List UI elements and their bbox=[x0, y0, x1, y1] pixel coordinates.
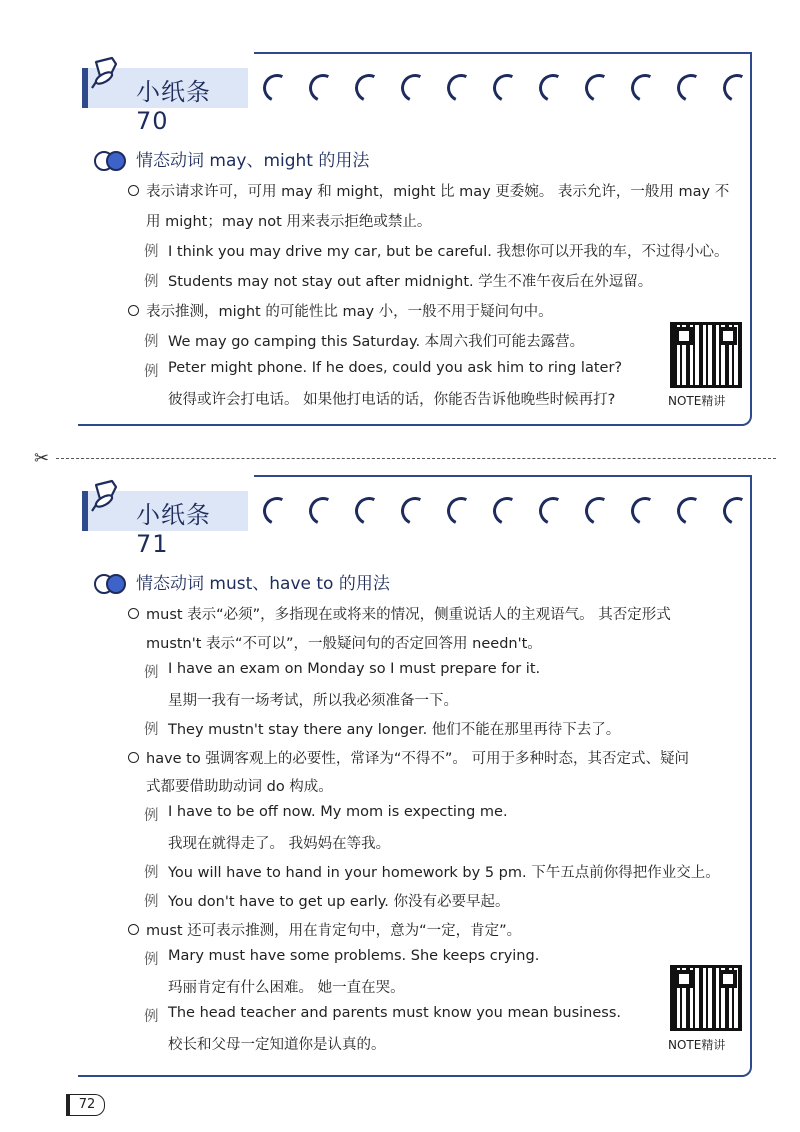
ring-icon bbox=[581, 493, 617, 529]
example-sentence: You don't have to get up early. 你没有必要早起。 bbox=[168, 894, 510, 910]
ring-icon bbox=[489, 70, 525, 106]
rule-text: 用 might；may not 用来表示拒绝或禁止。 bbox=[146, 214, 432, 230]
note-card-71 bbox=[78, 475, 752, 1077]
heading-dots-icon bbox=[94, 150, 128, 168]
example-marker: 例 bbox=[144, 244, 159, 260]
example-translation: 我现在就得走了。 我妈妈在等我。 bbox=[168, 836, 391, 852]
ring-icon bbox=[719, 493, 755, 529]
ring-icon bbox=[259, 70, 295, 106]
ring-icon bbox=[259, 493, 295, 529]
note-card-70 bbox=[78, 52, 752, 426]
ring-icon bbox=[351, 493, 387, 529]
rule-text: must 表示“必须”，多指现在或将来的情况，侧重说话人的主观语气。 其否定形式 bbox=[146, 603, 671, 624]
example-marker: 例 bbox=[144, 274, 159, 290]
scissors-icon: ✂ bbox=[34, 448, 50, 469]
example-translation: 玛丽肯定有什么困难。 她一直在哭。 bbox=[168, 980, 405, 996]
example-marker: 例 bbox=[144, 952, 159, 968]
example-marker: 例 bbox=[144, 894, 159, 910]
ring-icon bbox=[535, 70, 571, 106]
ring-icon bbox=[673, 70, 709, 106]
example-marker: 例 bbox=[144, 364, 159, 380]
rule-text: 式都要借助助动词 do 构成。 bbox=[146, 779, 333, 795]
ring-icon bbox=[627, 493, 663, 529]
binder-rings bbox=[263, 497, 751, 525]
rule-text: have to 强调客观上的必要性，常译为“不得不”。 可用于多种时态，其否定式、疑问 bbox=[146, 747, 689, 768]
example-marker: 例 bbox=[144, 1009, 159, 1025]
rule-text: must 还可表示推测，用在肯定句中，意为“一定，肯定”。 bbox=[146, 919, 521, 940]
rule-text: mustn't 表示“不可以”，一般疑问句的否定回答用 needn't。 bbox=[146, 636, 542, 652]
card-title: 小纸条 70 bbox=[136, 78, 211, 135]
card-title-tab bbox=[82, 68, 248, 135]
example-translation: 星期一我有一场考试，所以我必须准备一下。 bbox=[168, 693, 458, 709]
example-sentence: I think you may drive my car, but be careful. 我想你可以开我的车，不过得小心。 bbox=[168, 244, 729, 260]
example-translation: 校长和父母一定知道你是认真的。 bbox=[168, 1037, 386, 1053]
example-marker: 例 bbox=[144, 865, 159, 881]
example-sentence: Students may not stay out after midnight. 学生不准午夜后在外逗留。 bbox=[168, 274, 653, 290]
pushpin-icon bbox=[86, 477, 130, 521]
rule-text: 表示推测，might 的可能性比 may 小，一般不用于疑问句中。 bbox=[146, 300, 553, 321]
example-sentence: Mary must have some problems. She keeps crying. bbox=[168, 948, 540, 964]
ring-icon bbox=[305, 493, 341, 529]
binder-rings bbox=[263, 74, 751, 102]
example-marker: 例 bbox=[144, 722, 159, 738]
qr-code-icon[interactable] bbox=[670, 322, 742, 388]
rule-text: 表示请求许可，可用 may 和 might，might 比 may 更委婉。 表示允许，一般用 may 不 bbox=[146, 180, 729, 201]
example-sentence: The head teacher and parents must know you mean business. bbox=[168, 1005, 621, 1021]
example-marker: 例 bbox=[144, 665, 159, 681]
ring-icon bbox=[351, 70, 387, 106]
heading-text: 情态动词 may、might 的用法 bbox=[136, 151, 370, 171]
example-sentence: We may go camping this Saturday. 本周六我们可能去露营。 bbox=[168, 334, 585, 350]
heading-text: 情态动词 must、have to 的用法 bbox=[136, 574, 390, 594]
example-sentence: They mustn't stay there any longer. 他们不能在那里再待下去了。 bbox=[168, 722, 621, 738]
section-heading bbox=[94, 146, 369, 171]
example-sentence: I have to be off now. My mom is expecting me. bbox=[168, 804, 508, 820]
example-translation: 彼得或许会打电话。 如果他打电话的话，你能否告诉他晚些时候再打? bbox=[168, 392, 616, 408]
card-border-top bbox=[254, 475, 752, 477]
example-sentence: I have an exam on Monday so I must prepare for it. bbox=[168, 661, 541, 677]
ring-icon bbox=[673, 493, 709, 529]
ring-icon bbox=[535, 493, 571, 529]
ring-icon bbox=[397, 493, 433, 529]
ring-icon bbox=[581, 70, 617, 106]
cut-line bbox=[56, 458, 776, 459]
example-marker: 例 bbox=[144, 808, 159, 824]
heading-dots-icon bbox=[94, 573, 128, 591]
section-heading bbox=[94, 569, 390, 594]
example-sentence: You will have to hand in your homework by 5 pm. 下午五点前你得把作业交上。 bbox=[168, 865, 720, 881]
card-border-top bbox=[254, 52, 752, 54]
card-title: 小纸条 71 bbox=[136, 501, 211, 558]
ring-icon bbox=[627, 70, 663, 106]
page-number: 72 bbox=[66, 1094, 105, 1116]
ring-icon bbox=[443, 70, 479, 106]
card-title-tab bbox=[82, 491, 248, 558]
ring-icon bbox=[397, 70, 433, 106]
ring-icon bbox=[719, 70, 755, 106]
ring-icon bbox=[489, 493, 525, 529]
qr-code-icon[interactable] bbox=[670, 965, 742, 1031]
ring-icon bbox=[305, 70, 341, 106]
qr-label: NOTE精讲 bbox=[668, 394, 726, 408]
pushpin-icon bbox=[86, 54, 130, 98]
example-marker: 例 bbox=[144, 334, 159, 350]
example-sentence: Peter might phone. If he does, could you ask him to ring later? bbox=[168, 360, 623, 376]
ring-icon bbox=[443, 493, 479, 529]
qr-label: NOTE精讲 bbox=[668, 1038, 726, 1052]
